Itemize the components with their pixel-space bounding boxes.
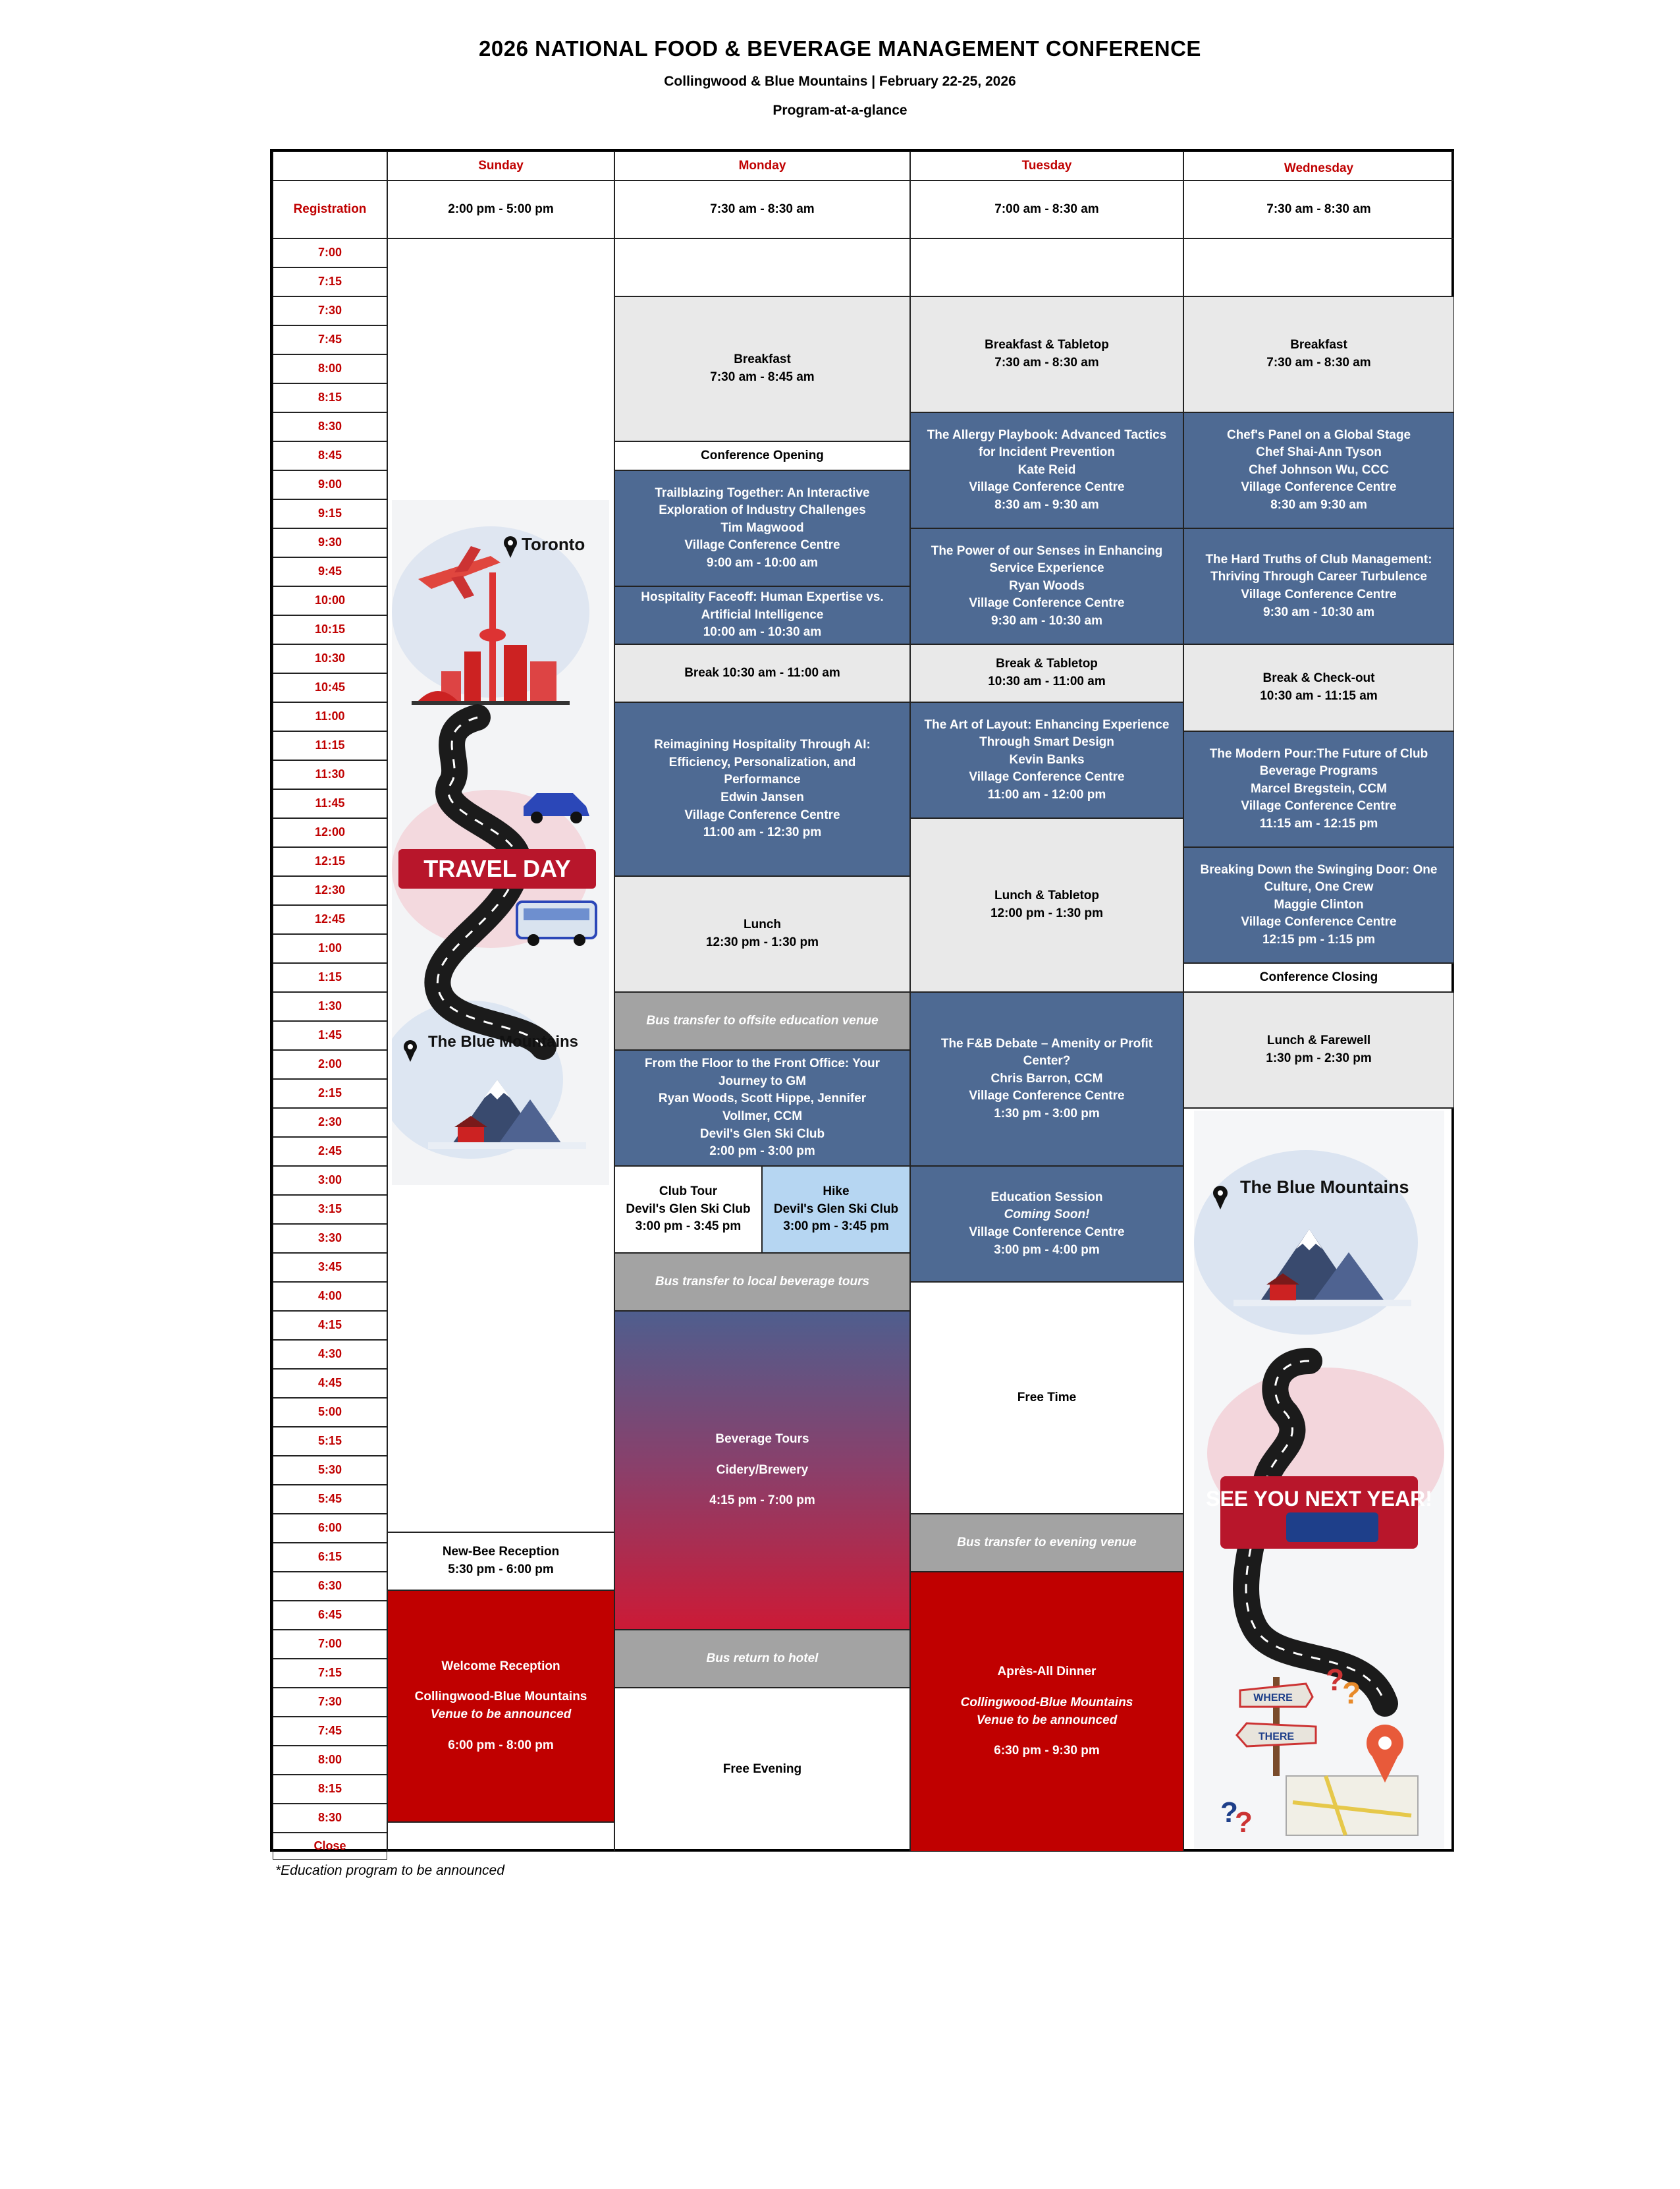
session-art-of-layout: The Art of Layout: Enhancing Experience Through Smart Design Kevin Banks Village Conference Centre 11:00 am - 12:00 pm [910, 702, 1183, 818]
time-slot: 4:45 [273, 1369, 387, 1398]
newbee-reception: New-Bee Reception 5:30 pm - 6:00 pm [387, 1532, 614, 1590]
time-slot: 8:30 [273, 412, 387, 441]
time-slot: 7:00 [273, 238, 387, 267]
tuesday-empty-early [910, 238, 1183, 296]
time-slot: 6:45 [273, 1601, 387, 1630]
registration-sunday: 2:00 pm - 5:00 pm [387, 180, 614, 238]
session-fb-debate: The F&B Debate – Amenity or Profit Center? Chris Barron, CCM Village Conference Centre 1:30 pm - 3:00 pm [910, 992, 1183, 1166]
time-slot: 8:30 [273, 1804, 387, 1833]
time-slot: 10:15 [273, 615, 387, 644]
session-faceoff: Hospitality Faceoff: Human Expertise vs. Artificial Intelligence 10:00 am - 10:30 am [614, 586, 910, 644]
time-slot: 5:30 [273, 1456, 387, 1485]
session-hard-truths: The Hard Truths of Club Management: Thriving Through Career Turbulence Village Conference Centre 9:30 am - 10:30 am [1183, 528, 1454, 644]
session-floor-to-front: From the Floor to the Front Office: Your Journey to GM Ryan Woods, Scott Hippe, Jennifer Vollmer, CCM Devil's Glen Ski Club 2:00 pm - 3:00 pm [614, 1050, 910, 1166]
corner-cell [273, 152, 387, 180]
time-slot: 5:45 [273, 1485, 387, 1514]
session-chefs-panel: Chef's Panel on a Global Stage Chef Shai-Ann Tyson Chef Johnson Wu, CCC Village Conference Centre 8:30 am 9:30 am [1183, 412, 1454, 528]
time-slot: 7:30 [273, 296, 387, 325]
club-tour: Club Tour Devil's Glen Ski Club 3:00 pm - 3:45 pm [614, 1166, 762, 1253]
travel-day-text: TRAVEL DAY [423, 855, 571, 882]
time-slot: 2:30 [273, 1108, 387, 1137]
tuesday-breakfast: Breakfast & Tabletop 7:30 am - 8:30 am [910, 296, 1183, 412]
registration-tuesday: 7:00 am - 8:30 am [910, 180, 1183, 238]
education-session: Education Session Coming Soon! Village Conference Centre 3:00 pm - 4:00 pm [910, 1166, 1183, 1282]
time-slot: 8:00 [273, 354, 387, 383]
wednesday-breakfast: Breakfast 7:30 am - 8:30 am [1183, 296, 1454, 412]
monday-break: Break 10:30 am - 11:00 am [614, 644, 910, 702]
bus-local-tours: Bus transfer to local beverage tours [614, 1253, 910, 1311]
time-slot: 1:00 [273, 934, 387, 963]
monday-lunch: Lunch 12:30 pm - 1:30 pm [614, 876, 910, 992]
conference-opening: Conference Opening [614, 441, 910, 470]
bus-return-hotel: Bus return to hotel [614, 1630, 910, 1688]
registration-wednesday: 7:30 am - 8:30 am [1183, 180, 1454, 238]
time-slot: 2:00 [273, 1050, 387, 1079]
time-slot: 4:15 [273, 1311, 387, 1340]
blue-mountains-label: The Blue Mountains [428, 1033, 578, 1051]
program-label: Program-at-a-glance [772, 103, 908, 118]
time-slot: 3:00 [273, 1166, 387, 1195]
time-slot: 11:45 [273, 789, 387, 818]
close-label: Close [273, 1833, 387, 1860]
time-slot: 11:00 [273, 702, 387, 731]
time-slot: 6:30 [273, 1572, 387, 1601]
day-header-tuesday: Tuesday [910, 152, 1183, 180]
session-swinging-door: Breaking Down the Swinging Door: One Culture, One Crew Maggie Clinton Village Conference Centre 12:15 pm - 1:15 pm [1183, 847, 1454, 963]
beverage-tours: Beverage Tours Cidery/Brewery 4:15 pm - 7:00 pm [614, 1311, 910, 1630]
sunday-empty-evening [387, 1822, 614, 1852]
time-slot: 10:45 [273, 673, 387, 702]
welcome-reception: Welcome Reception Collingwood-Blue Mountains Venue to be announced 6:00 pm - 8:00 pm [387, 1590, 614, 1822]
free-time: Free Time [910, 1282, 1183, 1514]
time-slot: 8:45 [273, 441, 387, 470]
time-slot: 12:30 [273, 876, 387, 905]
svg-text:?: ? [1235, 1806, 1253, 1839]
sunday-travel-day [387, 238, 614, 1532]
time-slot: 7:15 [273, 1659, 387, 1688]
bus-offsite: Bus transfer to offsite education venue [614, 992, 910, 1050]
travel-day-illustration [392, 500, 609, 1185]
page-title: 2026 NATIONAL FOOD & BEVERAGE MANAGEMENT CONFERENCE [479, 36, 1201, 61]
time-slot: 3:45 [273, 1253, 387, 1282]
page-subtitle: Collingwood & Blue Mountains | February 22-25, 2026 [664, 74, 1016, 89]
time-slot: 12:00 [273, 818, 387, 847]
time-slot: 4:00 [273, 1282, 387, 1311]
time-slot: 1:45 [273, 1021, 387, 1050]
time-slot: 8:00 [273, 1746, 387, 1775]
see-you-next-year-text: SEE YOU NEXT YEAR! [1206, 1487, 1432, 1510]
time-slot: 4:30 [273, 1340, 387, 1369]
day-header-sunday: Sunday [387, 152, 614, 180]
day-header-wednesday: Wednesday [1183, 152, 1454, 180]
time-slot: 11:30 [273, 760, 387, 789]
time-slot: 7:15 [273, 267, 387, 296]
session-modern-pour: The Modern Pour:The Future of Club Beverage Programs Marcel Bregstein, CCM Village Conference Centre 11:15 am - 12:15 pm [1183, 731, 1454, 847]
blue-mountains-label: The Blue Mountains [1240, 1177, 1409, 1197]
session-trailblazing: Trailblazing Together: An Interactive Exploration of Industry Challenges Tim Magwood Village Conference Centre 9:00 am - 10:00 am [614, 470, 910, 586]
svg-text:?: ? [1220, 1796, 1238, 1829]
bus-evening-venue: Bus transfer to evening venue [910, 1514, 1183, 1572]
time-slot: 10:00 [273, 586, 387, 615]
session-power-of-senses: The Power of our Senses in Enhancing Service Experience Ryan Woods Village Conference Centre 9:30 am - 10:30 am [910, 528, 1183, 644]
time-slot: 9:45 [273, 557, 387, 586]
session-allergy-playbook: The Allergy Playbook: Advanced Tactics for Incident Prevention Kate Reid Village Conference Centre 8:30 am - 9:30 am [910, 412, 1183, 528]
session-reimagining: Reimagining Hospitality Through AI: Efficiency, Personalization, and Performance Edwin Jansen Village Conference Centre 11:00 am - 12:30 pm [614, 702, 910, 876]
time-slot: 9:30 [273, 528, 387, 557]
toronto-label: Toronto [522, 534, 585, 554]
time-slot: 7:45 [273, 1717, 387, 1746]
lunch-farewell: Lunch & Farewell 1:30 pm - 2:30 pm [1183, 992, 1454, 1108]
free-evening: Free Evening [614, 1688, 910, 1852]
tuesday-lunch: Lunch & Tabletop 12:00 pm - 1:30 pm [910, 818, 1183, 992]
time-slot: 1:15 [273, 963, 387, 992]
day-header-monday: Monday [614, 152, 910, 180]
time-slot: 7:00 [273, 1630, 387, 1659]
time-slot: 5:00 [273, 1398, 387, 1427]
wednesday-break-checkout: Break & Check-out 10:30 am - 11:15 am [1183, 644, 1454, 731]
monday-empty-early [614, 238, 910, 296]
apres-all-dinner: Après-All Dinner Collingwood-Blue Mountains Venue to be announced 6:30 pm - 9:30 pm [910, 1572, 1183, 1852]
monday-breakfast: Breakfast 7:30 am - 8:45 am [614, 296, 910, 441]
time-slot: 2:45 [273, 1137, 387, 1166]
time-slot: 1:30 [273, 992, 387, 1021]
time-slot: 9:15 [273, 499, 387, 528]
see-you-next-year-art [1183, 1108, 1454, 1852]
time-slot: 6:00 [273, 1514, 387, 1543]
tuesday-break: Break & Tabletop 10:30 am - 11:00 am [910, 644, 1183, 702]
time-slot: 12:45 [273, 905, 387, 934]
footnote: *Education program to be announced [275, 1863, 504, 1878]
time-slot: 10:30 [273, 644, 387, 673]
time-slot: 2:15 [273, 1079, 387, 1108]
registration-label: Registration [273, 180, 387, 238]
conference-closing: Conference Closing [1183, 963, 1454, 992]
time-slot: 8:15 [273, 1775, 387, 1804]
wednesday-empty-early [1183, 238, 1454, 296]
hike: Hike Devil's Glen Ski Club 3:00 pm - 3:45 pm [762, 1166, 910, 1253]
where-sign-text: WHERE [1253, 1692, 1293, 1704]
schedule-grid [270, 149, 1454, 1852]
time-slot: 8:15 [273, 383, 387, 412]
registration-monday: 7:30 am - 8:30 am [614, 180, 910, 238]
bus-icon [517, 902, 596, 946]
time-slot: 7:45 [273, 325, 387, 354]
time-slot: 3:30 [273, 1224, 387, 1253]
time-slot: 9:00 [273, 470, 387, 499]
see-you-next-year-illustration [1194, 1111, 1444, 1848]
there-sign-text: THERE [1258, 1731, 1295, 1742]
time-slot: 7:30 [273, 1688, 387, 1717]
time-slot: 11:15 [273, 731, 387, 760]
svg-text:?: ? [1326, 1663, 1345, 1697]
svg-text:?: ? [1342, 1676, 1361, 1710]
time-slot: 6:15 [273, 1543, 387, 1572]
time-slot: 12:15 [273, 847, 387, 876]
time-slot: 3:15 [273, 1195, 387, 1224]
time-slot: 5:15 [273, 1427, 387, 1456]
